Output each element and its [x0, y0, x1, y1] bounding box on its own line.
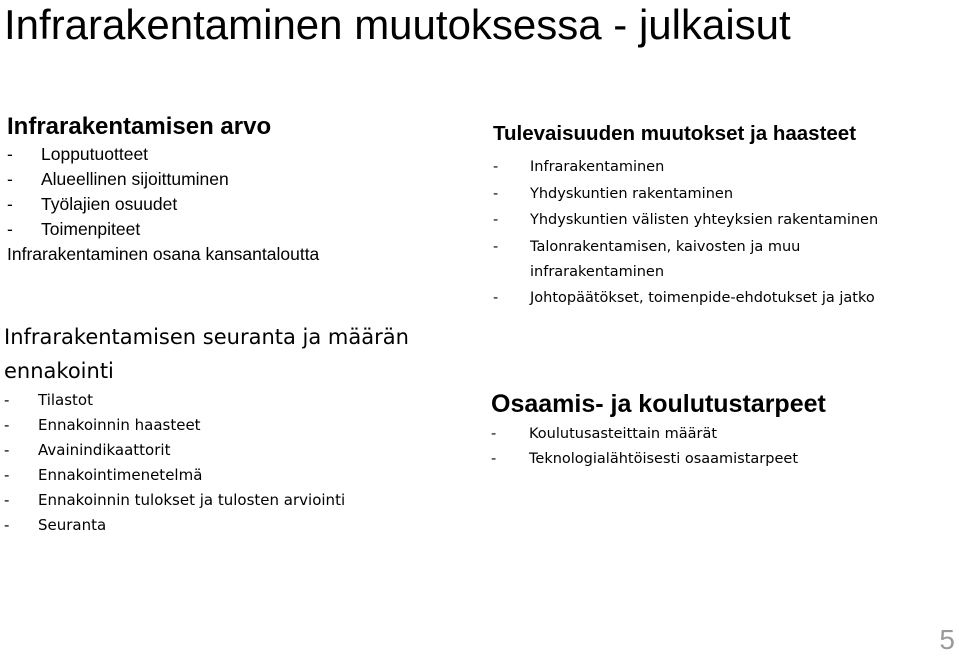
monitoring-section [4, 320, 464, 538]
list-item: - Ennakoinnin haasteet [4, 416, 201, 434]
skills-section-heading: Osaamis- ja koulutustarpeet [491, 390, 826, 418]
value-section-heading: Infrarakentamisen arvo [7, 113, 272, 140]
value-section-trailing-line: Infrarakentaminen osana kansantaloutta [7, 244, 320, 264]
list-item: - Johtopäätökset, toimenpide-ehdotukset ja jatko [493, 289, 875, 306]
list-item: - Ennakointimenetelmä [4, 466, 203, 484]
list-item: - Tilastot [4, 391, 93, 409]
list-item: - Alueellinen sijoittuminen [7, 169, 229, 189]
value-section [7, 112, 457, 267]
future-section-heading: Tulevaisuuden muutokset ja haasteet [493, 122, 857, 145]
list-item: - Seuranta [4, 516, 107, 534]
list-item: - Työlajien osuudet [7, 194, 178, 214]
future-section [493, 118, 953, 311]
skills-section [491, 386, 951, 472]
page-number: 5 [939, 624, 955, 655]
list-item: - Lopputuotteet [7, 144, 149, 164]
page-title: Infrarakentaminen muutoksessa - julkaisut [4, 1, 791, 48]
list-item: - Infrarakentaminen [493, 159, 665, 175]
list-item: - Avainindikaattorit [4, 441, 171, 459]
list-item: - Yhdyskuntien rakentaminen [493, 185, 734, 202]
list-item: - Koulutusasteittain määrät [491, 426, 718, 442]
list-item: - Toimenpiteet [7, 219, 141, 239]
list-item: - Yhdyskuntien välisten yhteyksien rakentaminen [493, 212, 879, 228]
list-item: - Ennakoinnin tulokset ja tulosten arviointi [4, 491, 346, 509]
monitoring-section-heading: Infrarakentamisen seuranta ja määrän ennakointi [4, 325, 409, 383]
list-item: - Teknologialähtöisesti osaamistarpeet [491, 451, 799, 467]
list-item: - Talonrakentamisen, kaivosten ja muu infrarakentaminen [493, 238, 801, 280]
